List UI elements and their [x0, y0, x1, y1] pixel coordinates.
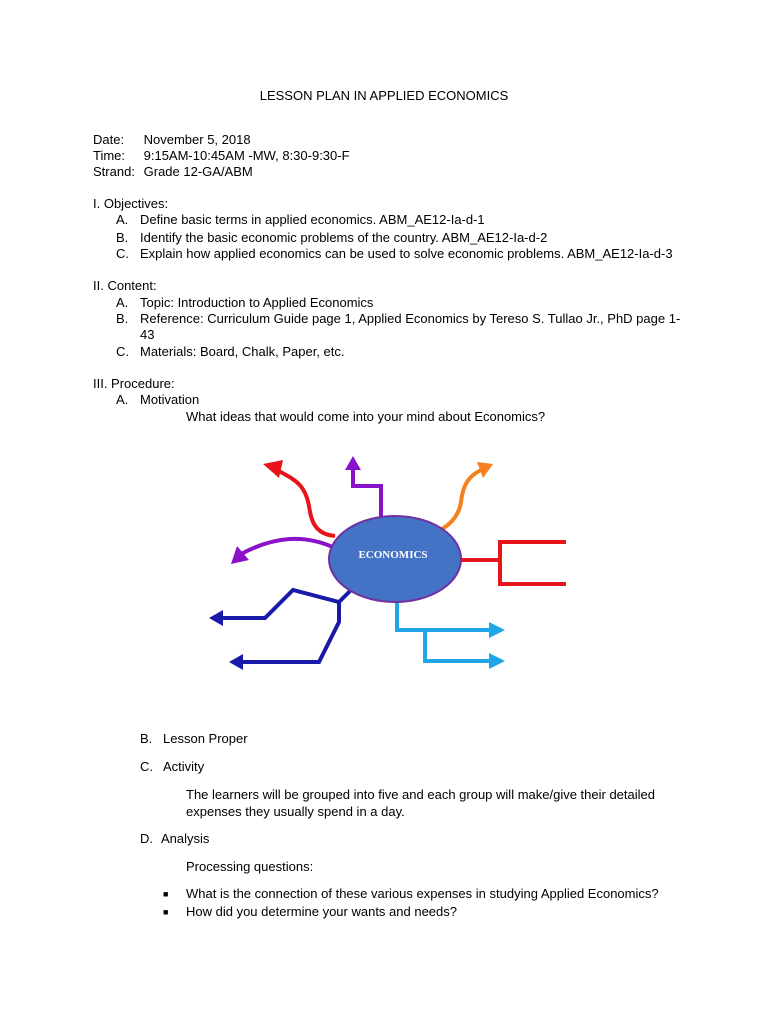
- time-row: [93, 148, 350, 164]
- question-bullet: ■: [163, 889, 169, 899]
- objective-text: Define basic terms in applied economics. ABM_AE12-Ia-d-1: [140, 212, 485, 227]
- economics-label: ECONOMICS: [358, 549, 428, 561]
- content-text: Reference: Curriculum Guide page 1, Applied Economics by Tereso S. Tullao Jr., PhD page 1-: [140, 311, 681, 326]
- objectives-heading: I. Objectives:: [93, 196, 169, 211]
- date-row: [93, 132, 251, 148]
- analysis-marker: D.: [140, 831, 153, 846]
- activity-text: expenses they usually spend in a day.: [186, 804, 405, 819]
- content-text-continuation: 43: [140, 327, 155, 342]
- motivation-label: Motivation: [140, 392, 200, 407]
- objective-marker: C.: [116, 246, 129, 261]
- content-marker: A.: [116, 295, 129, 310]
- strand-value: Grade 12-GA/ABM: [143, 164, 253, 179]
- lesson-marker: B.: [140, 731, 153, 746]
- content-marker: B.: [116, 311, 129, 326]
- lesson-label: Lesson Proper: [163, 731, 248, 746]
- orange-curved-arrow: [431, 462, 493, 534]
- processing-label: Processing questions:: [186, 859, 314, 874]
- strand-label: Strand:: [93, 164, 135, 179]
- activity-marker: C.: [140, 759, 153, 774]
- date-label: Date:: [93, 132, 125, 147]
- objective-text: Explain how applied economics can be used to solve economic problems. ABM_AE12-Ia-d-3: [140, 246, 673, 261]
- time-value: 9:15AM-10:45AM -MW, 8:30-9:30-F: [143, 148, 350, 163]
- content-heading: II. Content:: [93, 278, 157, 293]
- red-bracket: [457, 542, 566, 584]
- question-text: What is the connection of these various expenses in studying Applied Economics?: [186, 886, 659, 901]
- content-marker: C.: [116, 344, 129, 359]
- procedure-heading: III. Procedure:: [93, 376, 175, 391]
- content-text: Topic: Introduction to Applied Economics: [140, 295, 374, 310]
- objective-marker: A.: [116, 212, 129, 227]
- purple-left-arrow: [231, 539, 335, 564]
- objective-text: Identify the basic economic problems of the country. ABM_AE12-Ia-d-2: [140, 230, 548, 245]
- activity-text: The learners will be grouped into five and each group will make/give their detailed: [186, 787, 655, 802]
- activity-label: Activity: [163, 759, 205, 774]
- light-blue-arrows: [397, 592, 505, 669]
- red-curved-arrow: [263, 460, 335, 536]
- motivation-marker: A.: [116, 392, 129, 407]
- economics-mind-map: [195, 448, 575, 678]
- page-title: LESSON PLAN IN APPLIED ECONOMICS: [259, 88, 509, 103]
- question-text: How did you determine your wants and needs?: [186, 904, 457, 919]
- time-label: Time:: [93, 148, 126, 163]
- analysis-label: Analysis: [161, 831, 210, 846]
- navy-zigzag-arrows: [209, 586, 355, 670]
- date-value: November 5, 2018: [143, 132, 251, 147]
- strand-row: [93, 164, 253, 180]
- question-bullet: ■: [163, 907, 169, 917]
- objective-marker: B.: [116, 230, 129, 245]
- content-text: Materials: Board, Chalk, Paper, etc.: [140, 344, 345, 359]
- motivation-question: What ideas that would come into your mind about Economics?: [186, 409, 546, 424]
